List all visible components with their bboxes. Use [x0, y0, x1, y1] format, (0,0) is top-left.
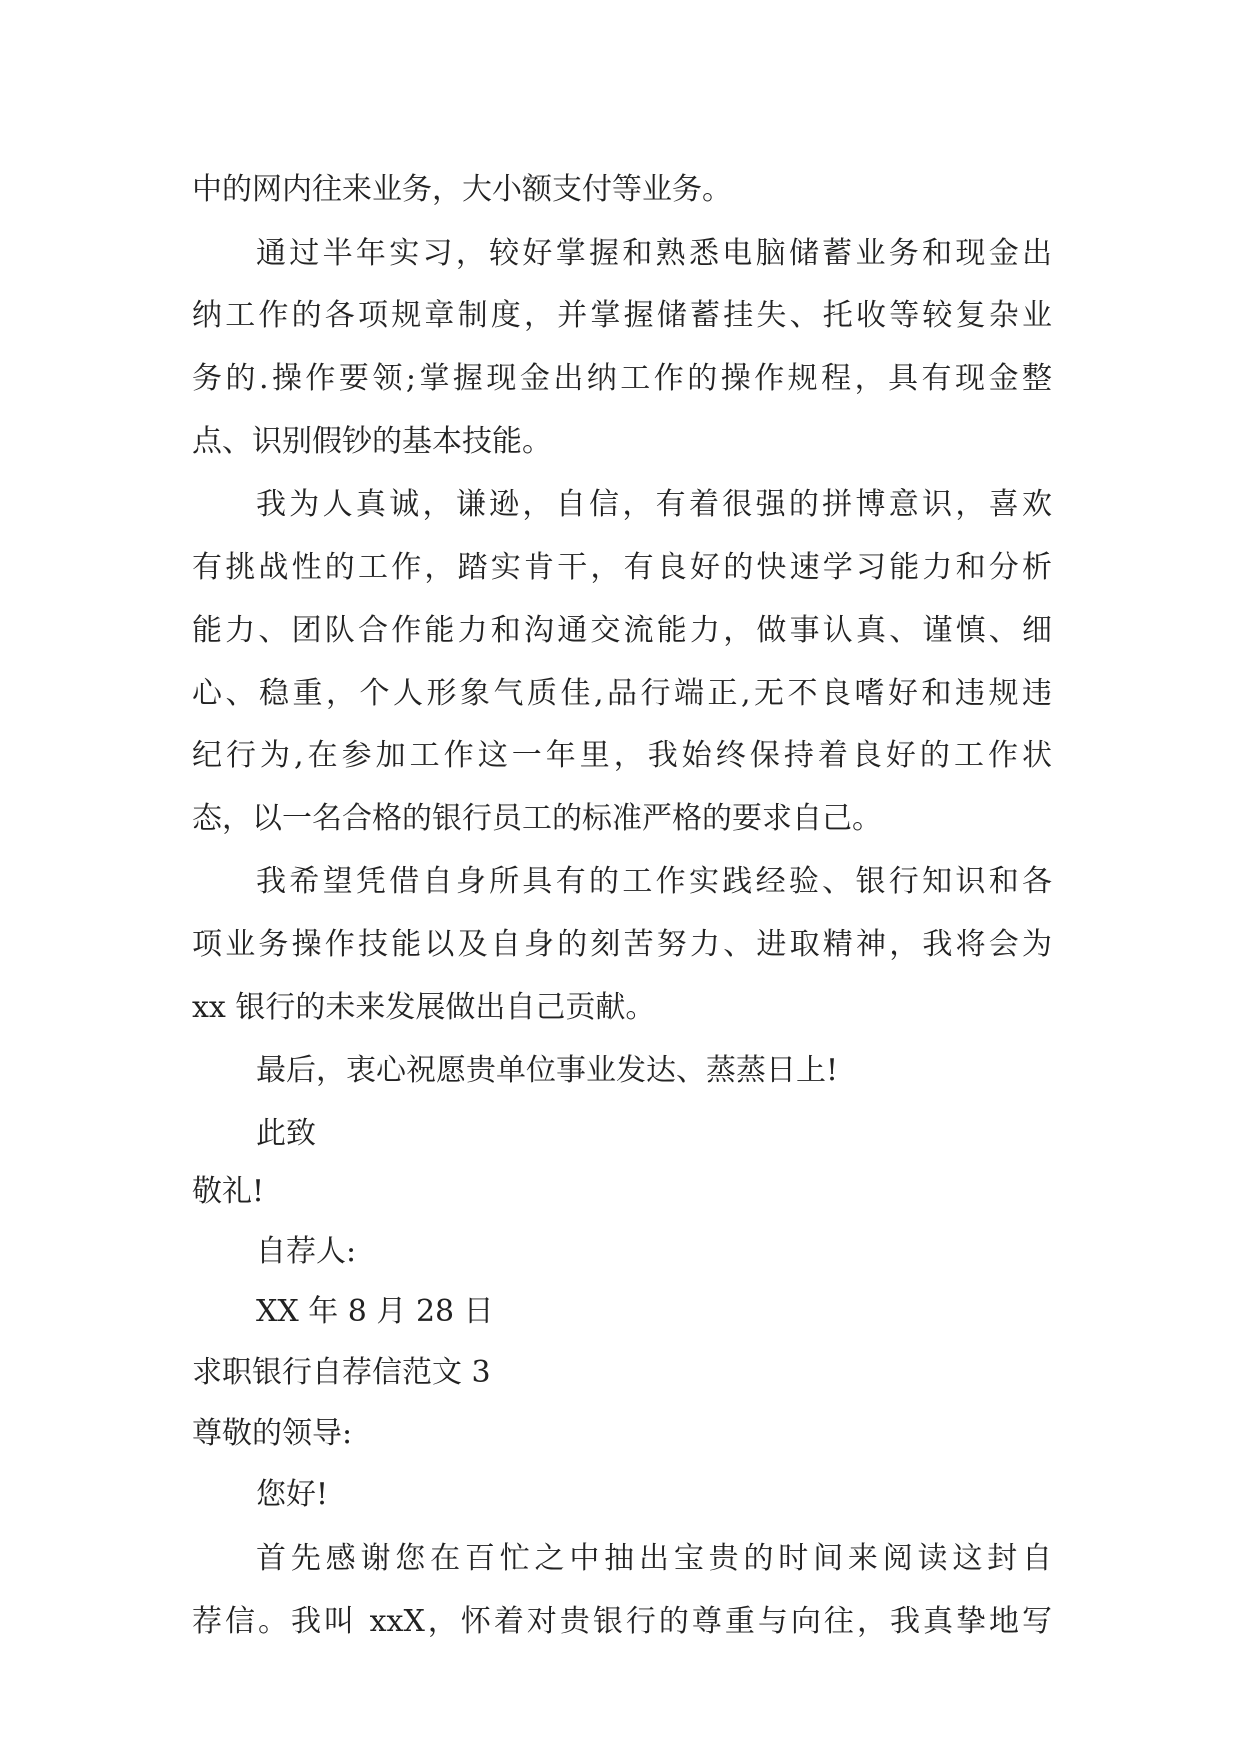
paragraph-line: 荐信。我叫 xxX，怀着对贵银行的尊重与向往，我真挚地写	[192, 1604, 1052, 1639]
paragraph-line: 有挑战性的工作，踏实肯干，有良好的快速学习能力和分析	[192, 550, 1052, 585]
paragraph-line: 我为人真诚，谦逊，自信，有着很强的拼博意识，喜欢	[256, 487, 1052, 522]
paragraph-line: 心、稳重，个人形象气质佳,品行端正,无不良嗜好和违规违	[192, 676, 1052, 711]
paragraph-line: 项业务操作技能以及自身的刻苦努力、进取精神，我将会为	[192, 927, 1052, 962]
paragraph-line: 中的网内往来业务，大小额支付等业务。	[192, 172, 732, 207]
paragraph-line: 通过半年实习，较好掌握和熟悉电脑储蓄业务和现金出	[256, 236, 1052, 271]
paragraph-line: 点、识别假钞的基本技能。	[192, 424, 552, 459]
paragraph-line: xx 银行的未来发展做出自己贡献。	[192, 990, 656, 1025]
paragraph-line: 务的.操作要领;掌握现金出纳工作的操作规程，具有现金整	[192, 361, 1052, 396]
section-title: 求职银行自荐信范文 3	[192, 1355, 491, 1390]
signature-label: 自荐人:	[256, 1234, 357, 1269]
paragraph-line: 态，以一名合格的银行员工的标准严格的要求自己。	[192, 801, 882, 836]
salutation-respect: 敬礼!	[192, 1174, 265, 1209]
paragraph-line: 纳工作的各项规章制度，并掌握储蓄挂失、托收等较复杂业	[192, 298, 1052, 333]
greeting: 您好!	[256, 1477, 329, 1512]
greeting-recipient: 尊敬的领导:	[192, 1416, 353, 1451]
paragraph-line: 能力、团队合作能力和沟通交流能力，做事认真、谨慎、细	[192, 613, 1052, 648]
salutation-closing: 此致	[256, 1116, 316, 1151]
closing-wish: 最后，衷心祝愿贵单位事业发达、蒸蒸日上!	[256, 1053, 839, 1088]
paragraph-line: 纪行为,在参加工作这一年里，我始终保持着良好的工作状	[192, 738, 1052, 773]
paragraph-line: 首先感谢您在百忙之中抽出宝贵的时间来阅读这封自	[256, 1541, 1052, 1576]
letter-date: XX 年 8 月 28 日	[256, 1294, 494, 1329]
paragraph-line: 我希望凭借自身所具有的工作实践经验、银行知识和各	[256, 864, 1052, 899]
